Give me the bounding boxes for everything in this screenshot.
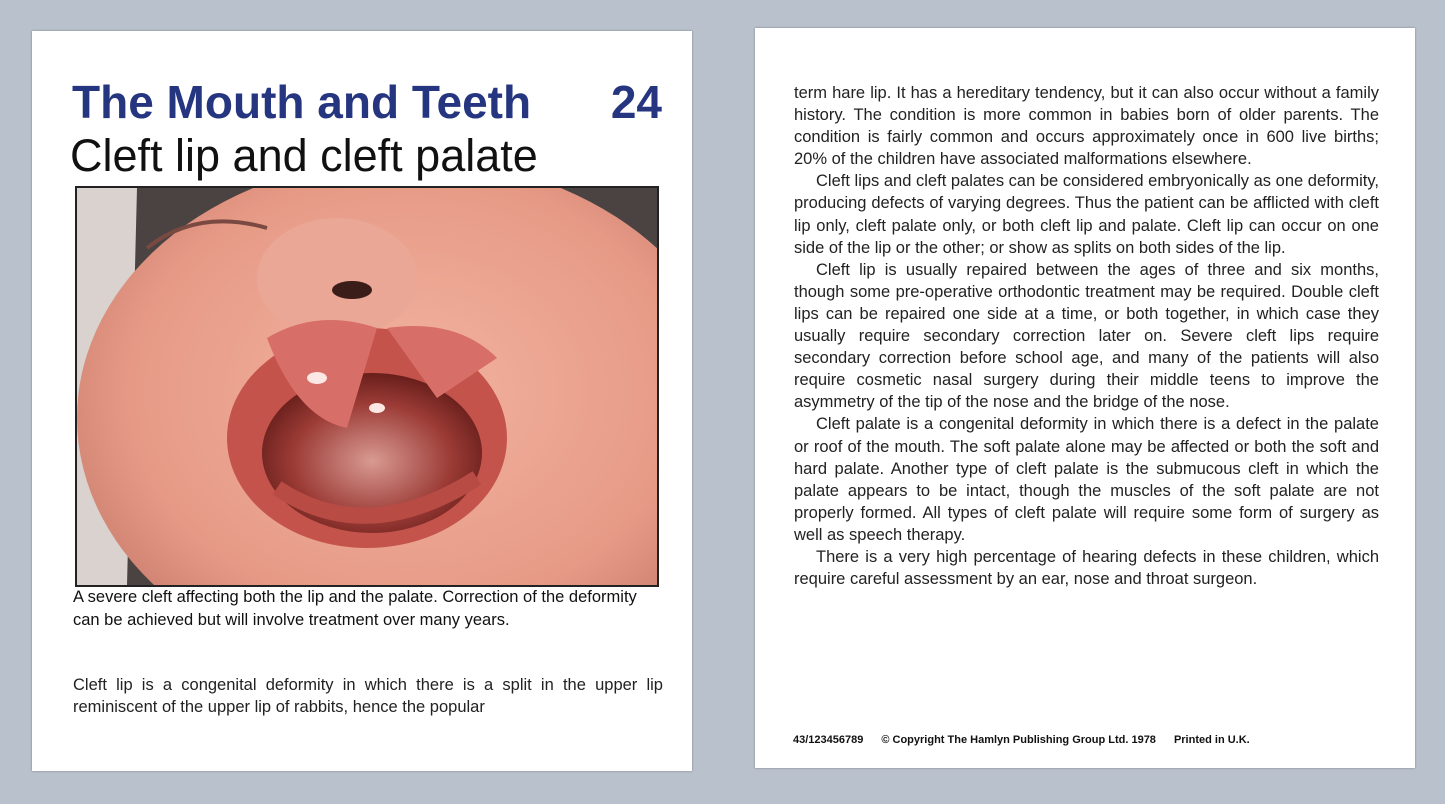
paragraph: Cleft lips and cleft palates can be considered embryonically as one deformity, producing defects of varying degrees. Thus the patient can be afflicted with cleft lip only, cleft palate only, or both cleft lip and palate. Cleft lip can occur on one side of the lip or the other; or show as splits on both sides of the lip. xyxy=(794,172,1379,257)
intro-text: Cleft lip is a congenital deformity in which there is a split in the upper lip reminiscent of the upper lip of rabbits, hence the popular xyxy=(73,676,663,716)
title-row xyxy=(72,76,662,128)
card-subtitle: Cleft lip and cleft palate xyxy=(70,130,538,181)
card-number: 24 xyxy=(610,76,662,128)
card-footer xyxy=(793,734,1250,746)
paragraph: Cleft lip is usually repaired between the ages of three and six months, though some pre-operative orthodontic treatment may be required. Double cleft lips can be repaired one side at a time, or both together, in which case they usually require secondary correction later on. Severe cleft lips require secondary correction before school age, and many of the patients will also require cosmetic nasal surgery during their middle teens to improve the asymmetry of the tip of the nose and the bridge of the nose. xyxy=(794,260,1379,412)
footer-copyright: © Copyright The Hamlyn Publishing Group Ltd. 1978 xyxy=(881,734,1156,746)
card-title: The Mouth and Teeth xyxy=(72,76,532,128)
medical-photo xyxy=(75,186,659,587)
paragraph: term hare lip. It has a hereditary tendency, but it can also occur without a family history. The condition is more common in babies born of older parents. The condition is fairly common and occurs approximately once in 600 live births; 20% of the children have associated malformations elsewhere. xyxy=(794,84,1379,169)
footer-printed: Printed in U.K. xyxy=(1173,734,1250,746)
photo-caption: A severe cleft affecting both the lip and the palate. Correction of the deformity can be achieved but will involve treatment over many years. xyxy=(73,588,637,629)
back-body-text xyxy=(794,82,1379,590)
card-back xyxy=(755,28,1415,768)
paragraph: Cleft palate is a congenital deformity in which there is a defect in the palate or roof of the mouth. The soft palate alone may be affected or both the soft and hard palate. Another type of cleft palate is the submucous cleft in which the palate appears to be intact, though the muscles of the soft palate are not properly formed. All types of cleft palate will require some form of surgery as well as speech therapy. xyxy=(794,415,1379,544)
card-front xyxy=(32,31,692,771)
paragraph: There is a very high percentage of hearing defects in these children, which require careful assessment by an ear, nose and throat surgeon. xyxy=(794,547,1379,589)
footer-code: 43/123456789 xyxy=(793,734,864,746)
